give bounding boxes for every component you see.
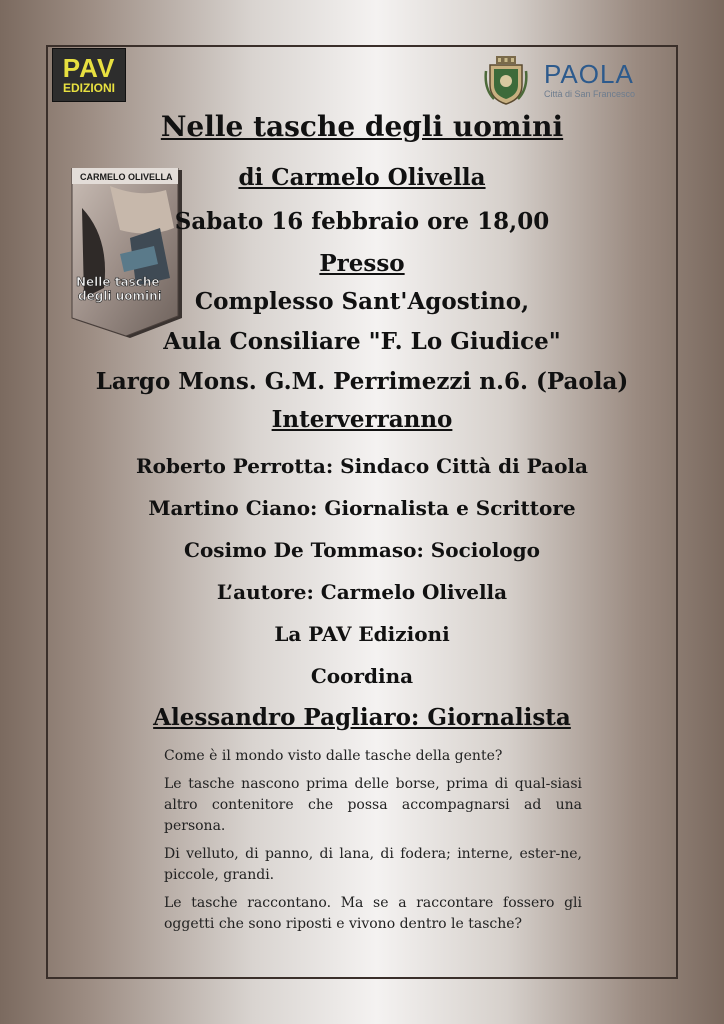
speakers-heading: Interverranno: [271, 406, 453, 433]
moderator-name: Alessandro Pagliaro: Giornalista: [153, 704, 571, 731]
paola-city-logo: [484, 55, 664, 107]
description-paragraph: Le tasche raccontano. Ma se a raccontare fossero gli oggetti che sono riposti e vivono dentro le tasche?: [164, 895, 582, 932]
city-crest-icon: [484, 55, 528, 105]
event-date: Sabato 16 febbraio ore 18,00: [174, 208, 550, 235]
paola-logo-name: PAOLA: [544, 59, 634, 89]
speaker-item: L’autore: Carmelo Olivella: [216, 580, 508, 604]
pav-logo-text: PAV: [62, 53, 116, 83]
speaker-item: La PAV Edizioni: [274, 622, 450, 646]
speaker-item: Martino Ciano: Giornalista e Scrittore: [148, 496, 576, 520]
description-paragraph: Come è il mondo visto dalle tasche della gente?: [164, 748, 503, 764]
event-title: Nelle tasche degli uomini: [160, 110, 564, 143]
venue-address: Largo Mons. G.M. Perrimezzi n.6. (Paola): [95, 368, 629, 395]
venue-line-2: Aula Consiliare "F. Lo Giudice": [163, 328, 561, 355]
coordina-label: Coordina: [310, 664, 414, 688]
book-cover-author: CARMELO OLIVELLA: [80, 172, 173, 182]
event-author: di Carmelo Olivella: [238, 164, 486, 191]
speaker-item: Roberto Perrotta: Sindaco Città di Paola: [136, 454, 588, 478]
pav-logo-subtext: EDIZIONI: [62, 81, 115, 95]
book-cover-title-line2: degli uomini: [78, 289, 162, 303]
description-paragraph: Le tasche nascono prima delle borse, prima di qual-siasi altro contenitore che possa accompagnarsi ad una persona.: [164, 776, 582, 834]
speaker-item: Cosimo De Tommaso: Sociologo: [184, 538, 540, 562]
paola-logo-subtitle: Città di San Francesco: [544, 89, 636, 99]
presso-heading: Presso: [319, 250, 405, 277]
book-cover-title-line1: Nelle tasche: [76, 275, 160, 289]
venue-line-1: Complesso Sant'Agostino,: [194, 288, 530, 315]
book-description: [164, 746, 582, 942]
pav-edizioni-logo: [52, 48, 126, 102]
description-paragraph: Di velluto, di panno, di lana, di fodera; interne, ester-ne, piccole, grandi.: [164, 846, 582, 883]
